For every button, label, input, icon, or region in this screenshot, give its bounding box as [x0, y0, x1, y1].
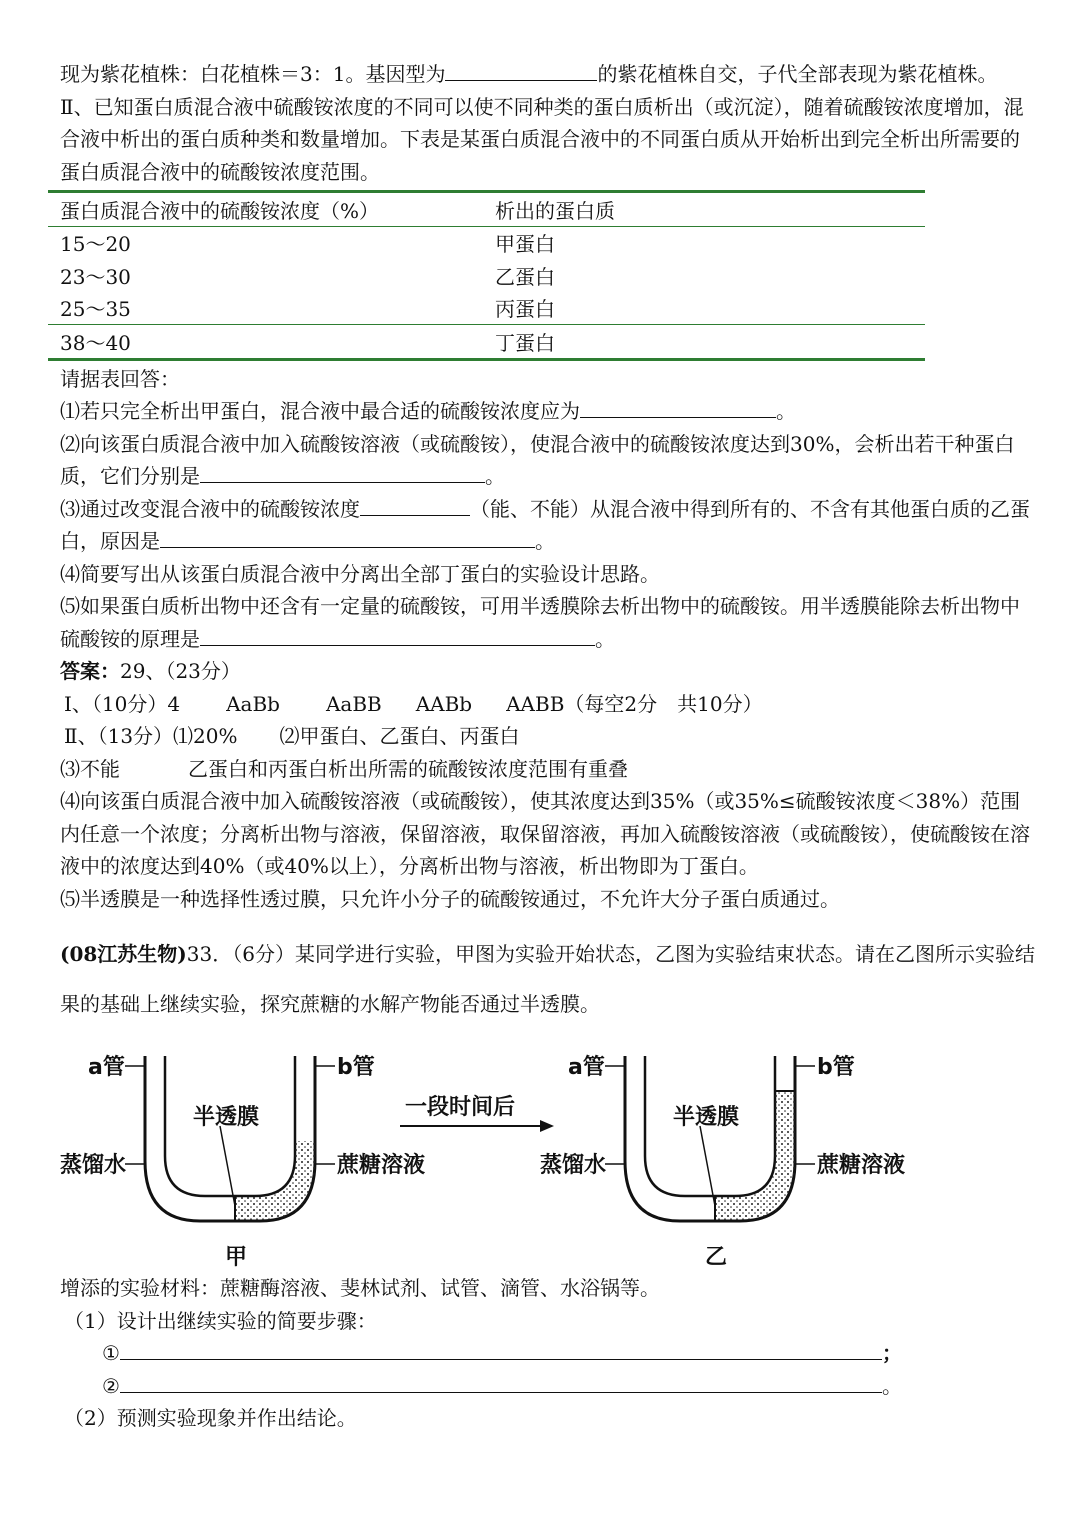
- step-1-label: ①: [102, 1341, 120, 1365]
- answer-4: ⑷向该蛋白质混合液中加入硫酸铵溶液（或硫酸铵），使其浓度达到35%（或35%≤硫酸铵浓度＜38%）范围内任意一个浓度；分离析出物与溶液，保留溶液，取保留溶液，再加入硫酸铵溶液（或硫酸铵），使硫酸铵在溶液中的浓度达到40%（或40%以上），分离析出物与溶液，析出物即为丁蛋白。: [60, 789, 1030, 878]
- caption-jia: 甲: [225, 1245, 248, 1270]
- label-water: 蒸馏水: [540, 1153, 607, 1178]
- label-membrane: 半透膜: [193, 1105, 260, 1130]
- table-row: [48, 259, 925, 292]
- label-membrane: 半透膜: [673, 1105, 740, 1130]
- table-cell: 丙蛋白: [495, 297, 555, 322]
- label-b-tube: b管: [817, 1055, 855, 1080]
- table-cell: 15～20: [60, 232, 131, 257]
- question-3: [60, 493, 1035, 558]
- genotype-4: AABB（每空2分 共10分）: [506, 691, 763, 716]
- table-cell: 丁蛋白: [495, 330, 555, 355]
- protein-table: [48, 190, 925, 361]
- answer-q2: ⑵甲蛋白、乙蛋白、丙蛋白: [279, 724, 520, 748]
- q2-end: 。: [485, 464, 505, 488]
- line1-pre: 现为紫花植株：白花植株＝3：1。基因型为: [60, 62, 446, 86]
- table-header-concentration: 蛋白质混合液中的硫酸铵浓度（%）: [60, 198, 380, 223]
- label-sucrose: 蔗糖溶液: [337, 1153, 426, 1178]
- label-a-tube: a管: [88, 1055, 125, 1080]
- table-cell: 乙蛋白: [495, 264, 555, 289]
- answer-label: 答案：: [60, 659, 120, 683]
- step-1: [60, 1337, 1035, 1370]
- line1-post: 的紫花植株自交，子代全部表现为紫花植株。: [597, 62, 998, 86]
- table-header-protein: 析出的蛋白质: [495, 198, 615, 223]
- label-a-tube: a管: [568, 1055, 605, 1080]
- table-cell: 甲蛋白: [495, 232, 555, 257]
- genotype-1: AaBb: [226, 691, 280, 716]
- caption-yi: 乙: [705, 1245, 728, 1270]
- blank-q2[interactable]: [200, 460, 485, 483]
- followup-q2: （2）预测实验现象并作出结论。: [64, 1406, 357, 1430]
- blank-q1[interactable]: [580, 395, 776, 418]
- q33-body: 33．（6分）某同学进行实验，甲图为实验开始状态，乙图为实验结束状态。请在乙图所示实验结果的基础上继续实验，探究蔗糖的水解产物能否通过半透膜。: [60, 942, 1035, 1016]
- q1-text: ⑴若只完全析出甲蛋白，混合液中最合适的硫酸铵浓度应为: [60, 399, 580, 423]
- text-line1: [60, 58, 1035, 91]
- question-1: [60, 395, 1035, 428]
- q5-text: ⑸如果蛋白质析出物中还含有一定量的硫酸铵，可用半透膜除去析出物中的硫酸铵。用半透膜能除去析出物中硫酸铵的原理是: [60, 594, 1020, 651]
- arrow-label: 一段时间后: [405, 1095, 516, 1120]
- table-cell: 23～30: [60, 264, 131, 289]
- answer-head: 29、（23分）: [120, 659, 241, 683]
- blank-step1[interactable]: [120, 1337, 882, 1360]
- figure-yi: [540, 1054, 905, 1270]
- blank-q3b[interactable]: [160, 525, 535, 548]
- blank-q3a[interactable]: [360, 493, 470, 516]
- table-cell: 38～40: [60, 330, 131, 355]
- blank-step2[interactable]: [120, 1370, 882, 1393]
- genotype-2: AaBB: [325, 691, 382, 716]
- answer-3: [60, 753, 1035, 786]
- part2-intro: Ⅱ、已知蛋白质混合液中硫酸铵浓度的不同可以使不同种类的蛋白质析出（或沉淀），随着硫酸铵浓度增加，混合液中析出的蛋白质种类和数量增加。下表是某蛋白质混合液中的不同蛋白质从开始析出到完全析出所需要的蛋白质混合液中的硫酸铵浓度范围。: [60, 94, 1024, 184]
- table-header-row: [48, 192, 925, 227]
- u-tube-diagram: [60, 1046, 940, 1276]
- answer-part1: [60, 688, 1035, 721]
- table-cell: 25～35: [60, 297, 131, 322]
- step-2-end: 。: [881, 1373, 902, 1398]
- q33-text: [60, 929, 1035, 1029]
- answer-heading: [60, 655, 1035, 688]
- step-2-label: ②: [102, 1373, 120, 1398]
- answer-part1-prefix: Ⅰ、（10分）4: [64, 691, 181, 716]
- followup-section: [60, 1272, 1035, 1435]
- step-2: [60, 1370, 1035, 1403]
- followup-q1: （1）设计出继续实验的简要步骤：: [64, 1308, 377, 1333]
- genotype-3: AABb: [415, 691, 473, 716]
- q33-source: (08江苏生物): [60, 942, 187, 966]
- answer-3-label: ⑶不能: [60, 756, 120, 781]
- answer-part2: [60, 720, 1035, 753]
- question-4: ⑷简要写出从该蛋白质混合液中分离出全部丁蛋白的实验设计思路。: [60, 561, 660, 586]
- q2-text: ⑵向该蛋白质混合液中加入硫酸铵溶液（或硫酸铵），使混合液中的硫酸铵浓度达到30%，会析出若干种蛋白质，它们分别是: [60, 431, 1015, 488]
- materials: 增添的实验材料：蔗糖酶溶液、斐林试剂、试管、滴管、水浴锅等。: [60, 1276, 660, 1300]
- q5-end: 。: [595, 626, 615, 651]
- answer-part2-prefix: Ⅱ、（13分）⑴20%: [64, 724, 238, 748]
- answer-3-text: 乙蛋白和丙蛋白析出所需的硫酸铵浓度范围有重叠: [188, 756, 628, 781]
- questions-intro: 请据表回答：: [60, 366, 180, 391]
- question-2: [60, 428, 1035, 493]
- time-arrow: [400, 1094, 554, 1132]
- label-water: 蒸馏水: [60, 1153, 127, 1178]
- blank-q5[interactable]: [200, 623, 595, 646]
- figure-jia: [60, 1054, 425, 1270]
- label-b-tube: b管: [337, 1055, 375, 1080]
- q3-mid: （能、不能）从混合液中得到所有的、不含有其他蛋白质的乙蛋白，原因是: [60, 496, 1030, 553]
- table-row: [48, 292, 925, 325]
- answer-5: ⑸半透膜是一种选择性透过膜，只允许小分子的硫酸铵通过，不允许大分子蛋白质通过。: [60, 886, 840, 911]
- blank-genotype[interactable]: [445, 58, 597, 81]
- label-sucrose: 蔗糖溶液: [817, 1153, 906, 1178]
- table-row: [48, 325, 925, 360]
- q3-end: 。: [535, 529, 555, 553]
- document-page: [60, 58, 1035, 1029]
- step-1-end: ；: [881, 1341, 902, 1365]
- q1-end: 。: [776, 399, 796, 423]
- table-row: [48, 226, 925, 259]
- q3-text: ⑶通过改变混合液中的硫酸铵浓度: [60, 496, 360, 521]
- question-5: [60, 590, 1035, 655]
